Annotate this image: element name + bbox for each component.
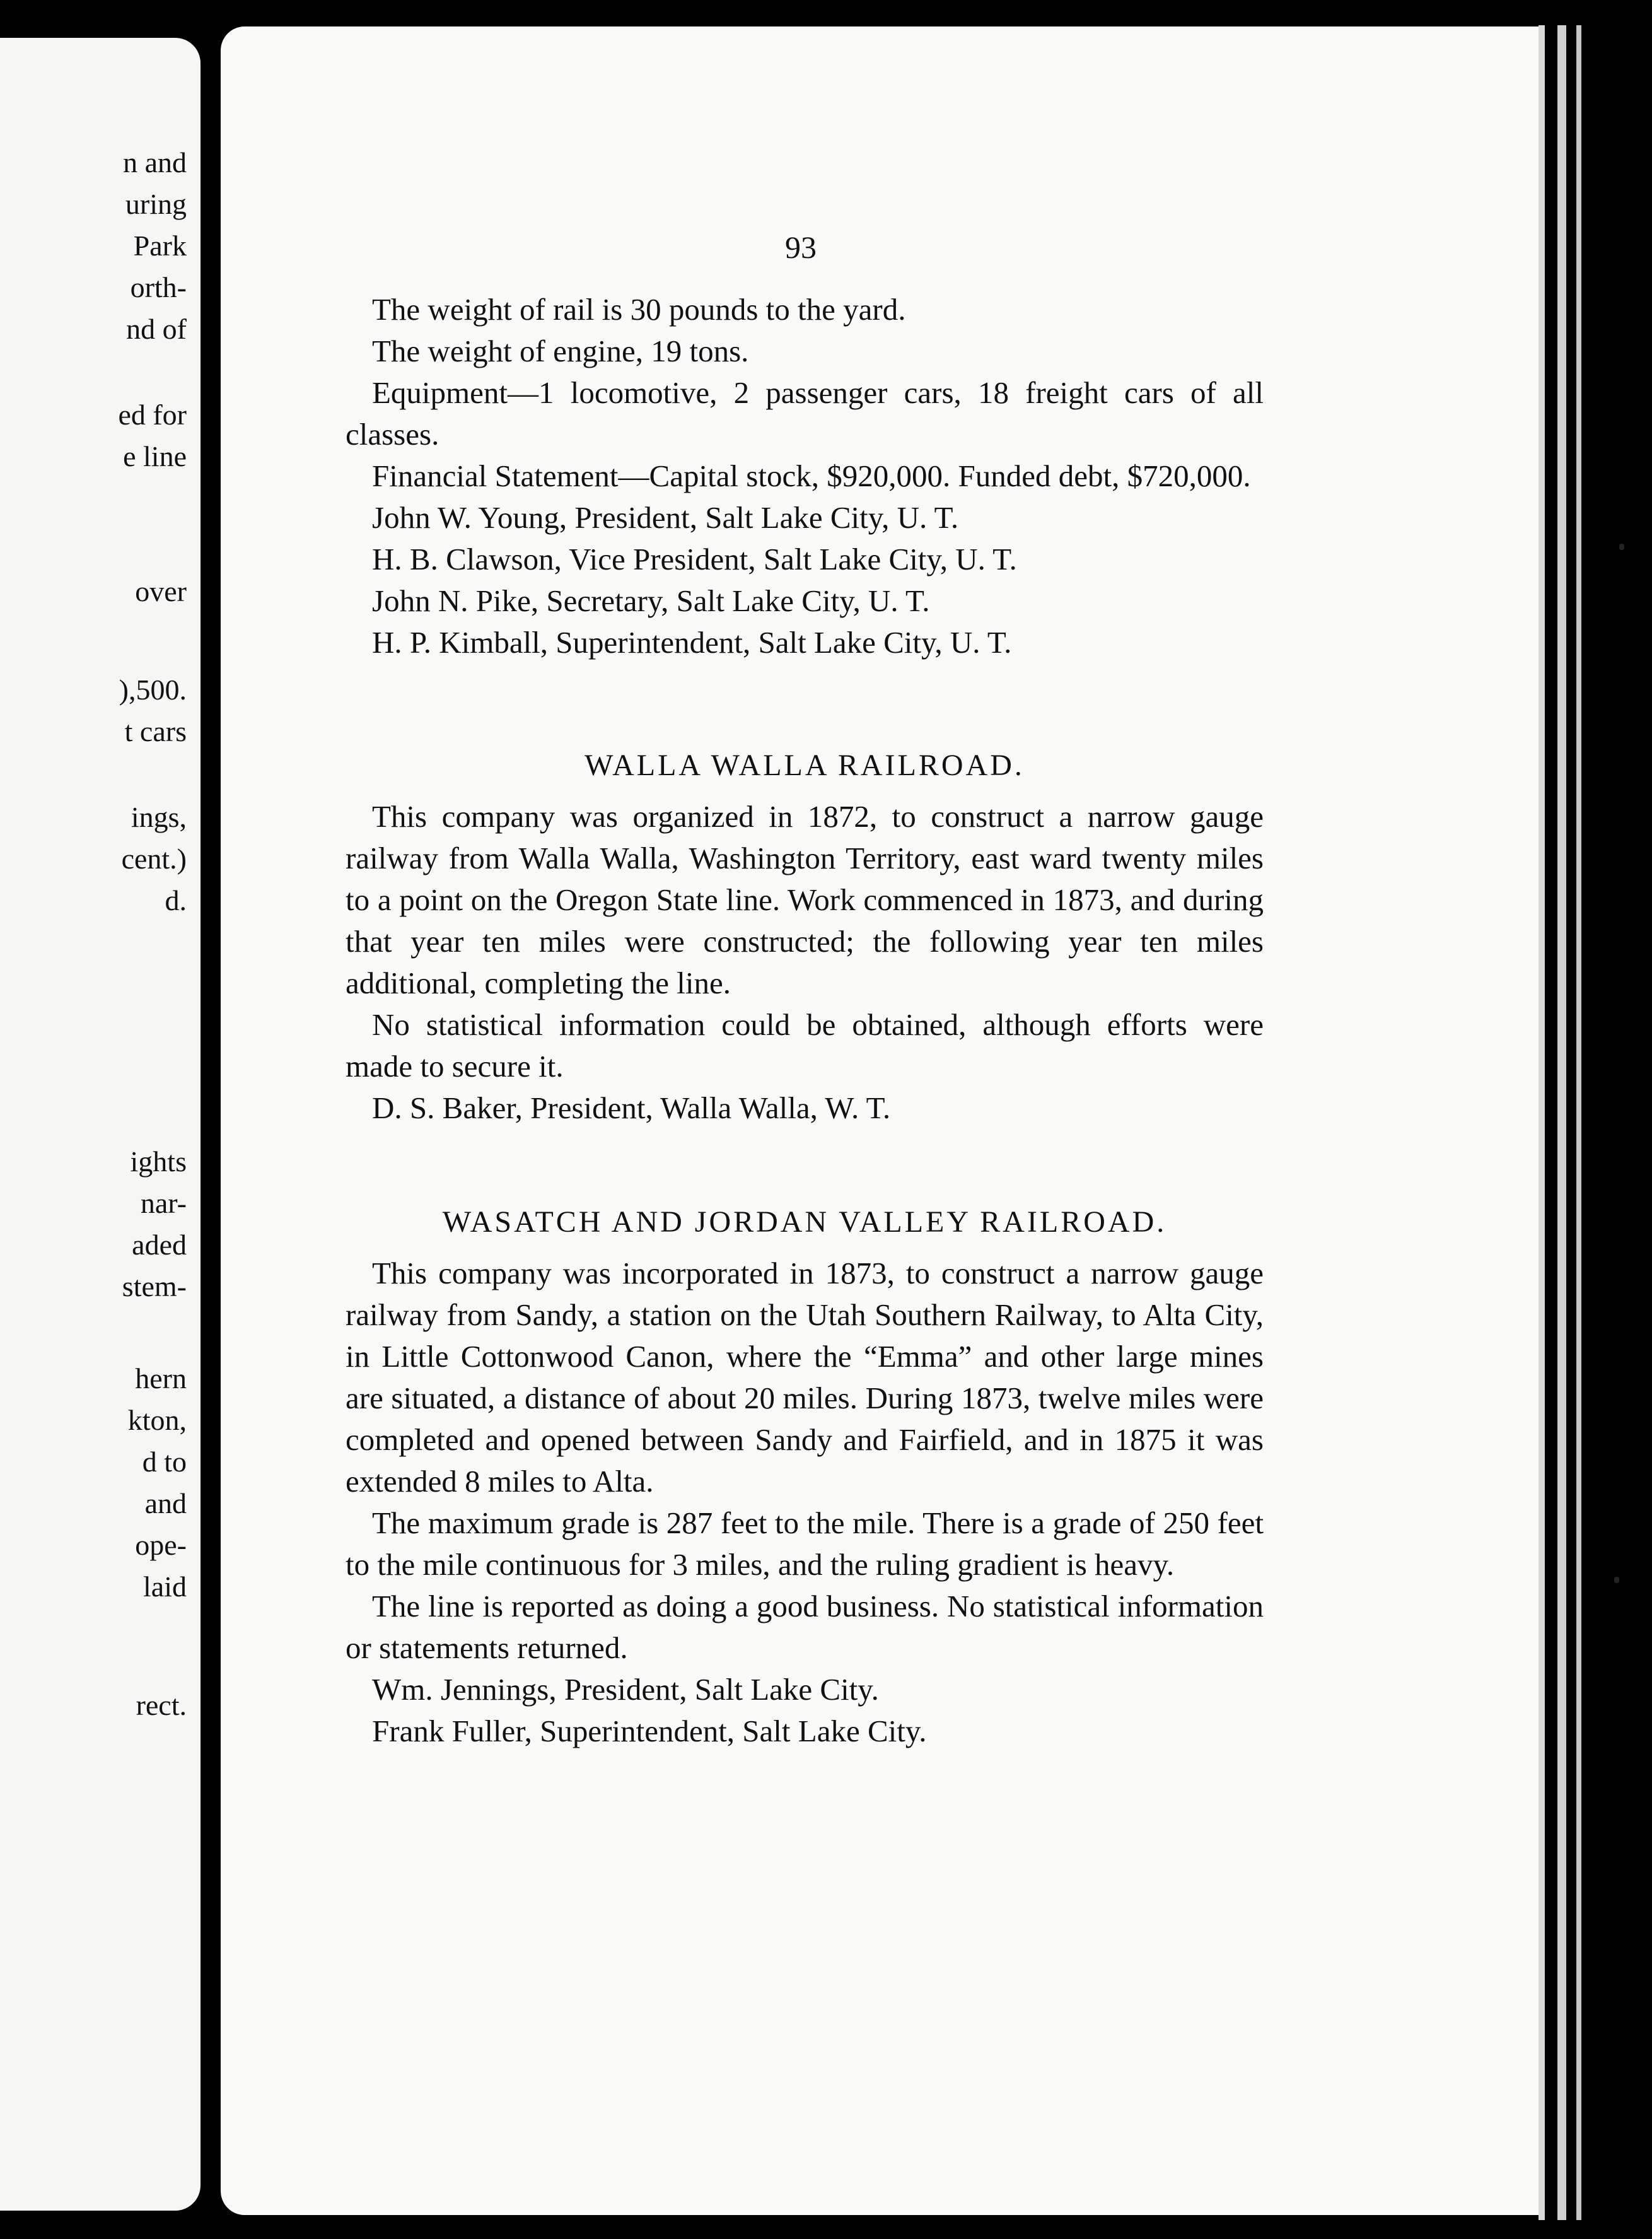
- page-number: 93: [785, 230, 817, 265]
- wasatch-paragraph: The line is reported as doing a good business. No statistical information or statements returned.: [346, 1589, 1264, 1665]
- left-page-line: stem-: [122, 1270, 187, 1302]
- walla-walla-heading: WALLA WALLA RAILROAD.: [585, 749, 1025, 782]
- wasatch-heading: WASATCH AND JORDAN VALLEY RAILROAD.: [442, 1205, 1167, 1239]
- intro-paragraph: Equipment—1 locomotive, 2 passenger cars, 18 freight cars of all classes.: [346, 375, 1264, 452]
- wasatch-body: [346, 1253, 1264, 1752]
- left-page-line: kton,: [127, 1404, 187, 1436]
- intro-paragraph: The weight of engine, 19 tons.: [372, 334, 749, 368]
- left-page-line: d to: [142, 1446, 187, 1478]
- wasatch-paragraph: The maximum grade is 287 feet to the mile. There is a grade of 250 feet to the mile continuous for 3 miles, and the ruling gradient is heavy.: [346, 1505, 1264, 1582]
- left-page-line: t cars: [124, 715, 187, 747]
- left-page-text: [0, 38, 201, 2211]
- left-page: [0, 38, 201, 2211]
- page-edge: [1557, 25, 1566, 2220]
- page-edge: [1576, 25, 1581, 2220]
- intro-paragraph: John W. Young, President, Salt Lake City, U. T.: [372, 500, 959, 535]
- left-page-line: rect.: [136, 1689, 187, 1721]
- wasatch-paragraph: Wm. Jennings, President, Salt Lake City.: [372, 1672, 879, 1707]
- page-edge: [1539, 25, 1545, 2220]
- left-page-line: over: [135, 575, 187, 607]
- intro-block: [346, 289, 1264, 664]
- walla_walla-paragraph: No statistical information could be obtained, although efforts were made to secure it.: [346, 1007, 1264, 1084]
- left-page-line: ights: [130, 1145, 187, 1178]
- intro-paragraph: Financial Statement—Capital stock, $920,000. Funded debt, $720,000.: [372, 459, 1251, 493]
- left-page-line: uring: [125, 188, 187, 220]
- left-page-line: n and: [123, 146, 187, 178]
- intro-paragraph: H. P. Kimball, Superintendent, Salt Lake City, U. T.: [372, 625, 1012, 660]
- print-speck: [1619, 544, 1624, 550]
- left-page-line: Park: [133, 230, 187, 262]
- left-page-line: orth-: [130, 271, 187, 303]
- walla-walla-body: [346, 796, 1264, 1129]
- left-page-line: aded: [132, 1229, 187, 1261]
- left-page-line: hern: [135, 1362, 187, 1394]
- left-page-line: ed for: [118, 399, 187, 431]
- print-speck: [1614, 1577, 1619, 1583]
- walla_walla-paragraph: This company was organized in 1872, to construct a narrow gauge railway from Walla Walla, Washington Territory, east ward twenty miles to a point on the Oregon State line. Work commenced in 1873, and during that year ten miles were constructed; the following year ten miles additional, completing the line.: [346, 799, 1264, 1000]
- left-page-line: cent.): [121, 843, 187, 875]
- left-page-line: laid: [143, 1570, 187, 1603]
- left-page-line: e line: [123, 440, 187, 472]
- left-page-line: d.: [165, 884, 187, 916]
- intro-paragraph: The weight of rail is 30 pounds to the yard.: [372, 292, 906, 327]
- wasatch-paragraph: Frank Fuller, Superintendent, Salt Lake City.: [372, 1714, 927, 1748]
- left-page-line: nd of: [126, 313, 187, 345]
- left-page-line: ings,: [131, 801, 187, 833]
- walla_walla-paragraph: D. S. Baker, President, Walla Walla, W. T.: [372, 1090, 891, 1125]
- book-gutter: [201, 0, 219, 2239]
- left-page-line: ope-: [135, 1529, 187, 1561]
- intro-paragraph: H. B. Clawson, Vice President, Salt Lake City, U. T.: [372, 542, 1017, 576]
- left-page-line: nar-: [140, 1187, 187, 1219]
- left-page-line: and: [144, 1487, 187, 1519]
- left-page-line: ),500.: [119, 674, 187, 706]
- intro-paragraph: John N. Pike, Secretary, Salt Lake City, U. T.: [372, 583, 930, 618]
- wasatch-paragraph: This company was incorporated in 1873, to construct a narrow gauge railway from Sandy, a station on the Utah Southern Railway, to Alta City, in Little Cottonwood Canon, where the “Emma” and other large mines are situated, a distance of about 20 miles. During 1873, twelve miles were completed and opened between Sandy and Fairfield, and in 1875 it was extended 8 miles to Alta.: [346, 1256, 1264, 1499]
